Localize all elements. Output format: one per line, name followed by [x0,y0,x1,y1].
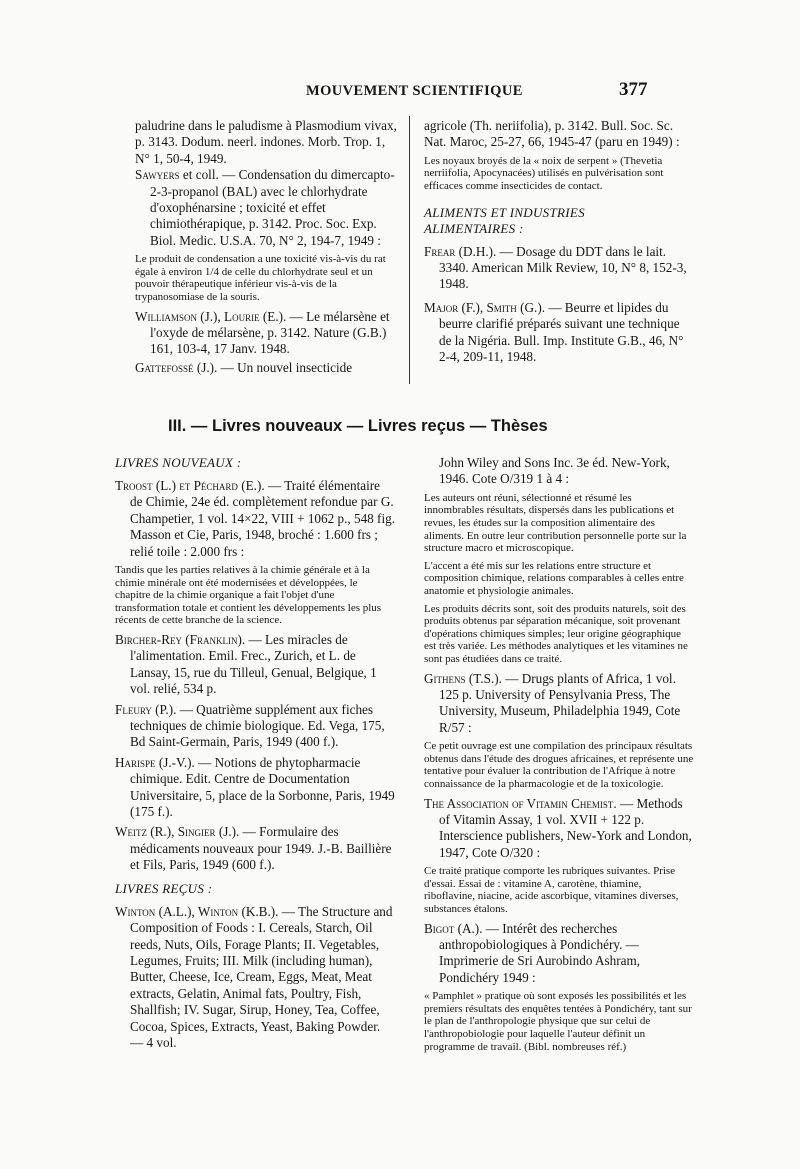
entry-githens [424,671,694,737]
entry-author: Winton (A.L.), Winton (K.B.). [115,903,279,919]
entry-bircher-rey [115,632,395,698]
entry-author: Weitz (R.), Singier (J.). [115,824,240,840]
column-divider [409,116,410,384]
entry-summary: Le produit de condensation a une toxicité vis-à-vis du rat égale à environ 1/4 de celle du chlorhydrate seul et un pouvoir thérapeutique inférieur vis-à-vis de la trypanosomiase de la souris. [135,253,386,304]
entry-text: — Le mélarsène et l'oxyde de mélarsène, p. 3142. Nature (G.B.) 161, 103-4, 17 Janv. 1948. [150,308,390,357]
section-heading-aliments-2: ALIMENTAIRES : [424,220,524,236]
entry-author: Williamson (J.), Lourie (E.). [135,308,287,324]
entry-text: — Intérêt des recherches anthropobiologiques à Pondichéry. — Imprimerie de Sri Aurobindo Ashram, Pondichéry 1949 : [439,920,641,985]
entry-troost [115,478,395,560]
entry-text: et coll. — Condensation du dimercapto-2-3-propanol (BAL) avec le chlorhydrate d'oxophénarsine ; toxicité et effet chimiothérapique, p. 3142. Proc. Soc. Exp. Biol. Medic. U.S.A. 70, N° 2, 194-7, 1949 : [150,167,395,248]
entry-vitamin-chemist [424,796,694,862]
entry-summary: Ce traité pratique comporte les rubriques suivantes. Prise d'essai. Essai de : vitamine A, carotène, thiamine, riboflavine, niacine, acide ascorbique, vitamines diverses, substances étalons. [424,865,679,915]
entry-author: Bigot (A.). [424,920,483,936]
entry-gattefosse [135,360,397,376]
entry-bigot [424,921,694,987]
entry-paludrine: paludrine dans le paludisme à Plasmodium vivax, p. 3143. Dodum. neerl. indones. Morb. Trop. 1, N° 1, 50-4, 1949. [135,118,397,166]
entry-text: — Un nouvel insecticide [217,359,353,375]
entry-summary: Les produits décrits sont, soit des produits naturels, soit des produits obtenus par séparation mécanique, soit provenant d'opérations chimiques simples; leur origine géographique est très variée. Les méthodes analytiques et les vitamines ne sont pas étudiées dans ce traité. [424,602,688,665]
entry-summary: Les auteurs ont réuni, sélectionné et résumé les innombrables résultats, dispersés dans les publications et revues, les études sur la composition alimentaire des aliments. En outre leur contribution personnelle porte sur la structure macro et microscopique. [424,491,687,555]
entry-williamson [135,309,397,358]
entry-insecticide-cont: agricole (Th. neriifolia), p. 3142. Bull. Soc. Sc. Nat. Maroc, 25-27, 66, 1945-47 (paru en 1949) : [424,118,680,150]
entry-text: — Methods of Vitamin Assay, 1 vol. XVII + 122 p. Interscience publishers, New-York and London, 1947, Cote O/320 : [439,795,692,860]
entry-major [424,300,694,366]
entry-text: — Drugs plants of Africa, 1 vol. 125 p. University of Pensylvania Press, The University, Museum, Philadelphia 1949, Cote R/57 : [439,670,681,735]
entry-text: — Quatrième supplément aux fiches techniques de chimie biologique. Ed. Vega, 175, Bd Saint-Germain, Paris, 1949 (400 f.). [130,701,385,750]
bottom-right-column [424,455,694,1058]
entry-author: Troost (L.) et Péchard (E.). [115,478,265,493]
entry-text: — Traité élémentaire de Chimie, 24e éd. complètement refondue par G. Champetier, 1 vol. 14×22, VIII + 1062 p., 548 fig. Masson et Cie, Paris, 1948, broché : 1.600 frs ; relié toile : 2.000 frs : [130,478,395,559]
entry-author: The Association of Vitamin Chemist. [424,795,617,811]
entry-author: Githens (T.S.). [424,670,502,686]
entry-text: — The Structure and Composition of Foods : I. Cereals, Starch, Oil reeds, Nuts, Oils, Forage Plants; II. Vegetables, Legumes, Fruits; III. Milk (including human), Butter, Cheese, Ice, Cream, Eggs, Meat, Meat extracts, Gelatin, Animal fats, Poultry, Fish, Shallfish; IV. Sugar, Sirup, Honey, Tea, Coffee, Cocoa, Spices, Extracts, Yeast, Baking Powder. — 4 vol. [130,903,393,1050]
entry-fleury [115,702,395,751]
page-number: 377 [619,79,648,100]
top-left-column [135,118,397,376]
entry-winton-cont: John Wiley and Sons Inc. 3e éd. New-York, 1946. Cote O/319 1 à 4 : [439,455,670,487]
entry-weitz [115,824,395,873]
top-right-column [424,118,694,365]
entry-text: — Dosage du DDT dans le lait. 3340. American Milk Review, 10, N° 8, 152-3, 1948. [439,243,687,292]
bottom-left-column [115,455,395,1051]
part-heading: III. — Livres nouveaux — Livres reçus — Thèses [168,417,548,435]
entry-harispe [115,755,395,821]
entry-sawyers [135,167,397,249]
entry-author: Sawyers [135,167,180,183]
entry-text: — Les miracles de l'alimentation. Emil. Frec., Zurich, et L. de Lansay, 15, rue du Tilleul, Genual, Belgique, 1 vol. relié, 534 p. [130,632,377,697]
entry-author: Frear (D.H.). [424,243,497,259]
entry-author: Harispe (J.-V.). [115,754,195,770]
entry-winton [115,904,395,1052]
section-heading-aliments: ALIMENTS ET INDUSTRIES [424,204,585,220]
entry-text: — Formulaire des médicaments nouveaux pour 1949. J.-B. Baillière et Fils, Paris, 1949 (600 f.). [130,824,392,873]
running-title: MOUVEMENT SCIENTIFIQUE [306,83,523,99]
entry-author: Bircher-Rey (Franklin). [115,632,246,647]
entry-frear [424,244,694,293]
entry-summary: Les noyaux broyés de la « noix de serpent » (Thevetia nerriifolia, Apocynacées) utilisés en pulvérisation sont efficaces comme insecticides de contact. [424,154,664,192]
section-heading-livres-nouveaux: LIVRES NOUVEAUX : [115,455,242,470]
entry-text: — Beurre et lipides du beurre clarifié préparés suivant une technique de la Nigéria. Bull. Imp. Institute G.B., 46, N° 2-4, 209-11, 1948. [439,299,684,365]
entry-summary: « Pamphlet » pratique où sont exposés les possibilités et les premiers résultats des enquêtes tentées à Pondichéry, tant sur le plan de l'anthropologie physique que sur celui de l'anthropobiologie pour laquelle l'auteur définit un programme de travail. (Bibl. nombreuses réf.) [424,990,692,1053]
entry-author: Major (F.), Smith (G.). [424,299,546,315]
entry-author: Fleury (P.). [115,701,177,717]
entry-summary: Tandis que les parties relatives à la chimie générale et à la chimie minérale ont été modernisées et développées, le chapitre de la chimie organique a fait l'objet d'une transformation totale et contient les développements les plus récents de cette branche de la science. [115,564,382,627]
entry-summary: Ce petit ouvrage est une compilation des principaux résultats obtenus dans l'étude des drogues africaines, et représente une tentative pour évaluer la contribution de l'Afrique à notre connaissance de la pharmacologie et de la toxicologie. [424,740,694,790]
entry-author: Gattefossé (J.). [135,359,218,375]
entry-summary: L'accent a été mis sur les relations entre structure et composition chimique, relations comparables à celles entre anatomie et physiologie animales. [424,559,684,597]
entry-text: — Notions de phytopharmacie chimique. Edit. Centre de Documentation Universitaire, 5, place de la Sorbonne, Paris, 1949 (175 f.). [130,754,395,820]
section-heading-livres-recus: LIVRES REÇUS : [115,880,213,896]
